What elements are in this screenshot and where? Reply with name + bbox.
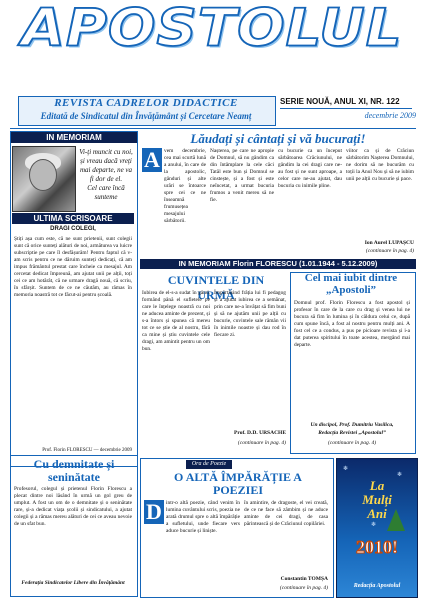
issue-label: SERIE NOUĂ, ANUL XI, NR. 122	[280, 97, 412, 109]
issue-date: decembrie 2009	[364, 111, 416, 120]
lauda-col4: viitor ca și de Crăciun sărbătorim Nașterea Domnului, ne dorim să ne bucurăm cu toții la Anul Nou și să ne iubim unii pe alții cu bucurie și pace.	[346, 148, 414, 182]
cel-mai-iubit-text: Domnul prof. Florin Florescu a fost apostol și profesor în care de la care cu drag și venea lui ne bucura să fim în lumina și în căldura celui ce, după cum spune încă, a fost al nostru pentru mulți ani. A fost cel ce a condus, a pus pe picioare revista și i-a dat puterea spiritului în toate acestea, mergând mai departe.	[294, 300, 410, 348]
florin-band: IN MEMORIAM Florin FLORESCU (1.01.1944 - 5.12.2009)	[140, 259, 416, 269]
greeting-line3: Ani	[367, 506, 387, 521]
cu-demnitate-title: Cu demnitate și seninătate	[33, 457, 115, 484]
snowflake-icon: ❄	[371, 522, 377, 528]
lauda-col1: vem decembrie, cea mai scurtă lună a anului, în care de la apostolic, gânduri și alte urări se întoarce spre cei ce ne înseamnă frumusețea mesajului sărbătorii.	[164, 148, 206, 224]
greeting-line1: La	[369, 478, 385, 493]
memoriam-salutation: DRAGI COLEGI,	[50, 226, 96, 232]
new-year-greeting	[336, 458, 418, 598]
masthead-title: APOSTOLUL	[21, 0, 403, 59]
memoriam-text: Știți așa cum este, că ne sunt prietenii, sunt colegii sunt că orice sunteți alături de noi, armăturea va luicre subscriptie pe care îl desfășurăm! Pentru faptul că v-am scris pentru ce ne dăruim sunteți dedicați, că am impus frământul prestat care încheie ca mesajul. Am cercetat dedicat împreună, am ajutat unii pe alții, toți cei ce am hotărât, că ne urmare dragă nouă, că scriu, în sfârșit. Suntem de ce ne căutăm, au rămas în memoria noastră tot ce făcut-ai pentru școală.	[14, 236, 132, 298]
alta-dropcap: D	[144, 500, 164, 524]
cel-mai-iubit-title: Cel mai iubit dintre „Apostoli”	[304, 272, 398, 296]
cuvintele-col1: Iubirea de el-s-a sudat în gând, formând până el sufletele pe care le înțelege noastră cu noi ne aducea aminte de prezent, și s-a întors și spunea că mereu tot ce se știe de al nostru, fără ca mine și știu cuvintele cele dragi, am amintit pentru un om bun.	[142, 290, 210, 352]
header-rule	[10, 128, 416, 129]
alta-continue: (continuare în pag. 4)	[279, 585, 328, 591]
subtitle-line1: REVISTA CADRELOR DIDACTICE	[54, 97, 238, 109]
lauda-dropcap: A	[142, 148, 162, 172]
greeting-year: 2010!	[356, 537, 398, 557]
lauda-col3: cu bucurie ca un început sărbătoarea Crăciunului, ne gândim la cei dragi care ne-au fost și ne sunt aproape, a celor care ne-au ajutat, dau bucuria cu inimile pline.	[278, 148, 342, 189]
alta-col2: în amintire, de dragoste, el vei creată, de ce ne face să zâmbim și ne aduce aminte de cei dragi, de casa părintească și de Crăciunul copilăriei.	[244, 500, 328, 527]
alta-credit: Constantin TOMȘA	[280, 576, 328, 582]
snowflake-icon: ❄	[343, 466, 349, 472]
masthead	[4, 0, 420, 59]
cu-demnitate-text: Profesorul, colegul și prietenul Florin Florescu a plecat dintre noi lăsând în urmă un gol greu de umplut. A fost un om de o demnitate și o seninătate rare, și-a dedicat viața școlii și sindicatului, a ajutat colegii și a rămas mereu alături de cei ce aveau nevoie de un sfat bun.	[14, 486, 132, 527]
ultima-header: ULTIMA SCRISOARE	[12, 213, 134, 224]
portrait-photo	[12, 146, 76, 212]
lauda-title: Lăudați și cântați și vă bucurați!	[190, 131, 366, 146]
memoriam-header: IN MEMORIAM	[11, 132, 137, 143]
cuvintele-col2: Împărtășind frăția lui fi pedagog și a ajutat iubirea ce a semănat, prin care ne-a învățat să fim buni și să ne ajutăm unii pe alții cu bucurie, cuvintele sale rămân vii în inimile noastre și dau rod în fiecare zi.	[214, 290, 286, 338]
memoriam-signature: Prof. Florin FLORESCU — decembrie 2009	[42, 448, 132, 453]
alta-col1: intr-o altă poezie, când venim în lumina cuvântului scris, poezia ne arată drumul spre o altă împărăție a sufletului, unde fiecare vers aduce bucurie și liniște.	[166, 500, 240, 534]
alta-imparatie-title: O ALTĂ ÎMPĂRĂȚIE A POEZIEI	[174, 470, 302, 497]
photo-face	[29, 159, 57, 191]
greeting-sign: Redacția Apostolul	[353, 583, 401, 589]
lauda-col2: Nașterea, pe care ne apropie de Domnul, să nu gândim ca din întâmplare la cele căci Tatăl este bun și Domnul se cinstește, și a fost și este neîncetat, a urmat bucuria frumos a venit mereu să ne fie.	[210, 148, 274, 203]
lauda-continue: (continuare în pag. 4)	[365, 248, 414, 254]
greeting-text	[343, 479, 411, 521]
lauda-credit: Ion Aurel LUPAȘCU	[364, 240, 414, 246]
subtitle-line2: Editată de Sindicatul din Învățământ și Cercetare Neamț	[40, 111, 252, 121]
cuvintele-title: CUVINTELE DIN URMĂ	[167, 273, 265, 302]
poetry-tag: Ora de Poezie	[186, 460, 232, 469]
cuvintele-continue: (continuare în pag. 4)	[237, 440, 286, 446]
cel-mai-iubit-credit: Un discipol, Prof. Dumitriu Vasilica,	[310, 422, 394, 428]
cu-demnitate-credit: Federația Sindicatelor Libere din Învățământ	[21, 580, 125, 586]
cel-mai-iubit-continue: (continuare în pag. 4)	[327, 440, 377, 446]
greeting-line2: Mulți	[362, 492, 392, 507]
cuvintele-credit: Prof. D.D. URSACHE	[234, 430, 286, 436]
snowflake-icon: ❄	[397, 472, 403, 478]
memoriam-quote: Vi-ți muncit cu noi, și vreau dacă vreți mai departe, ne va fi dor de el. Cel care încă sunteme	[79, 148, 133, 201]
cel-mai-iubit-credit2: Redacția Revistei „Apostolul”	[318, 430, 386, 436]
